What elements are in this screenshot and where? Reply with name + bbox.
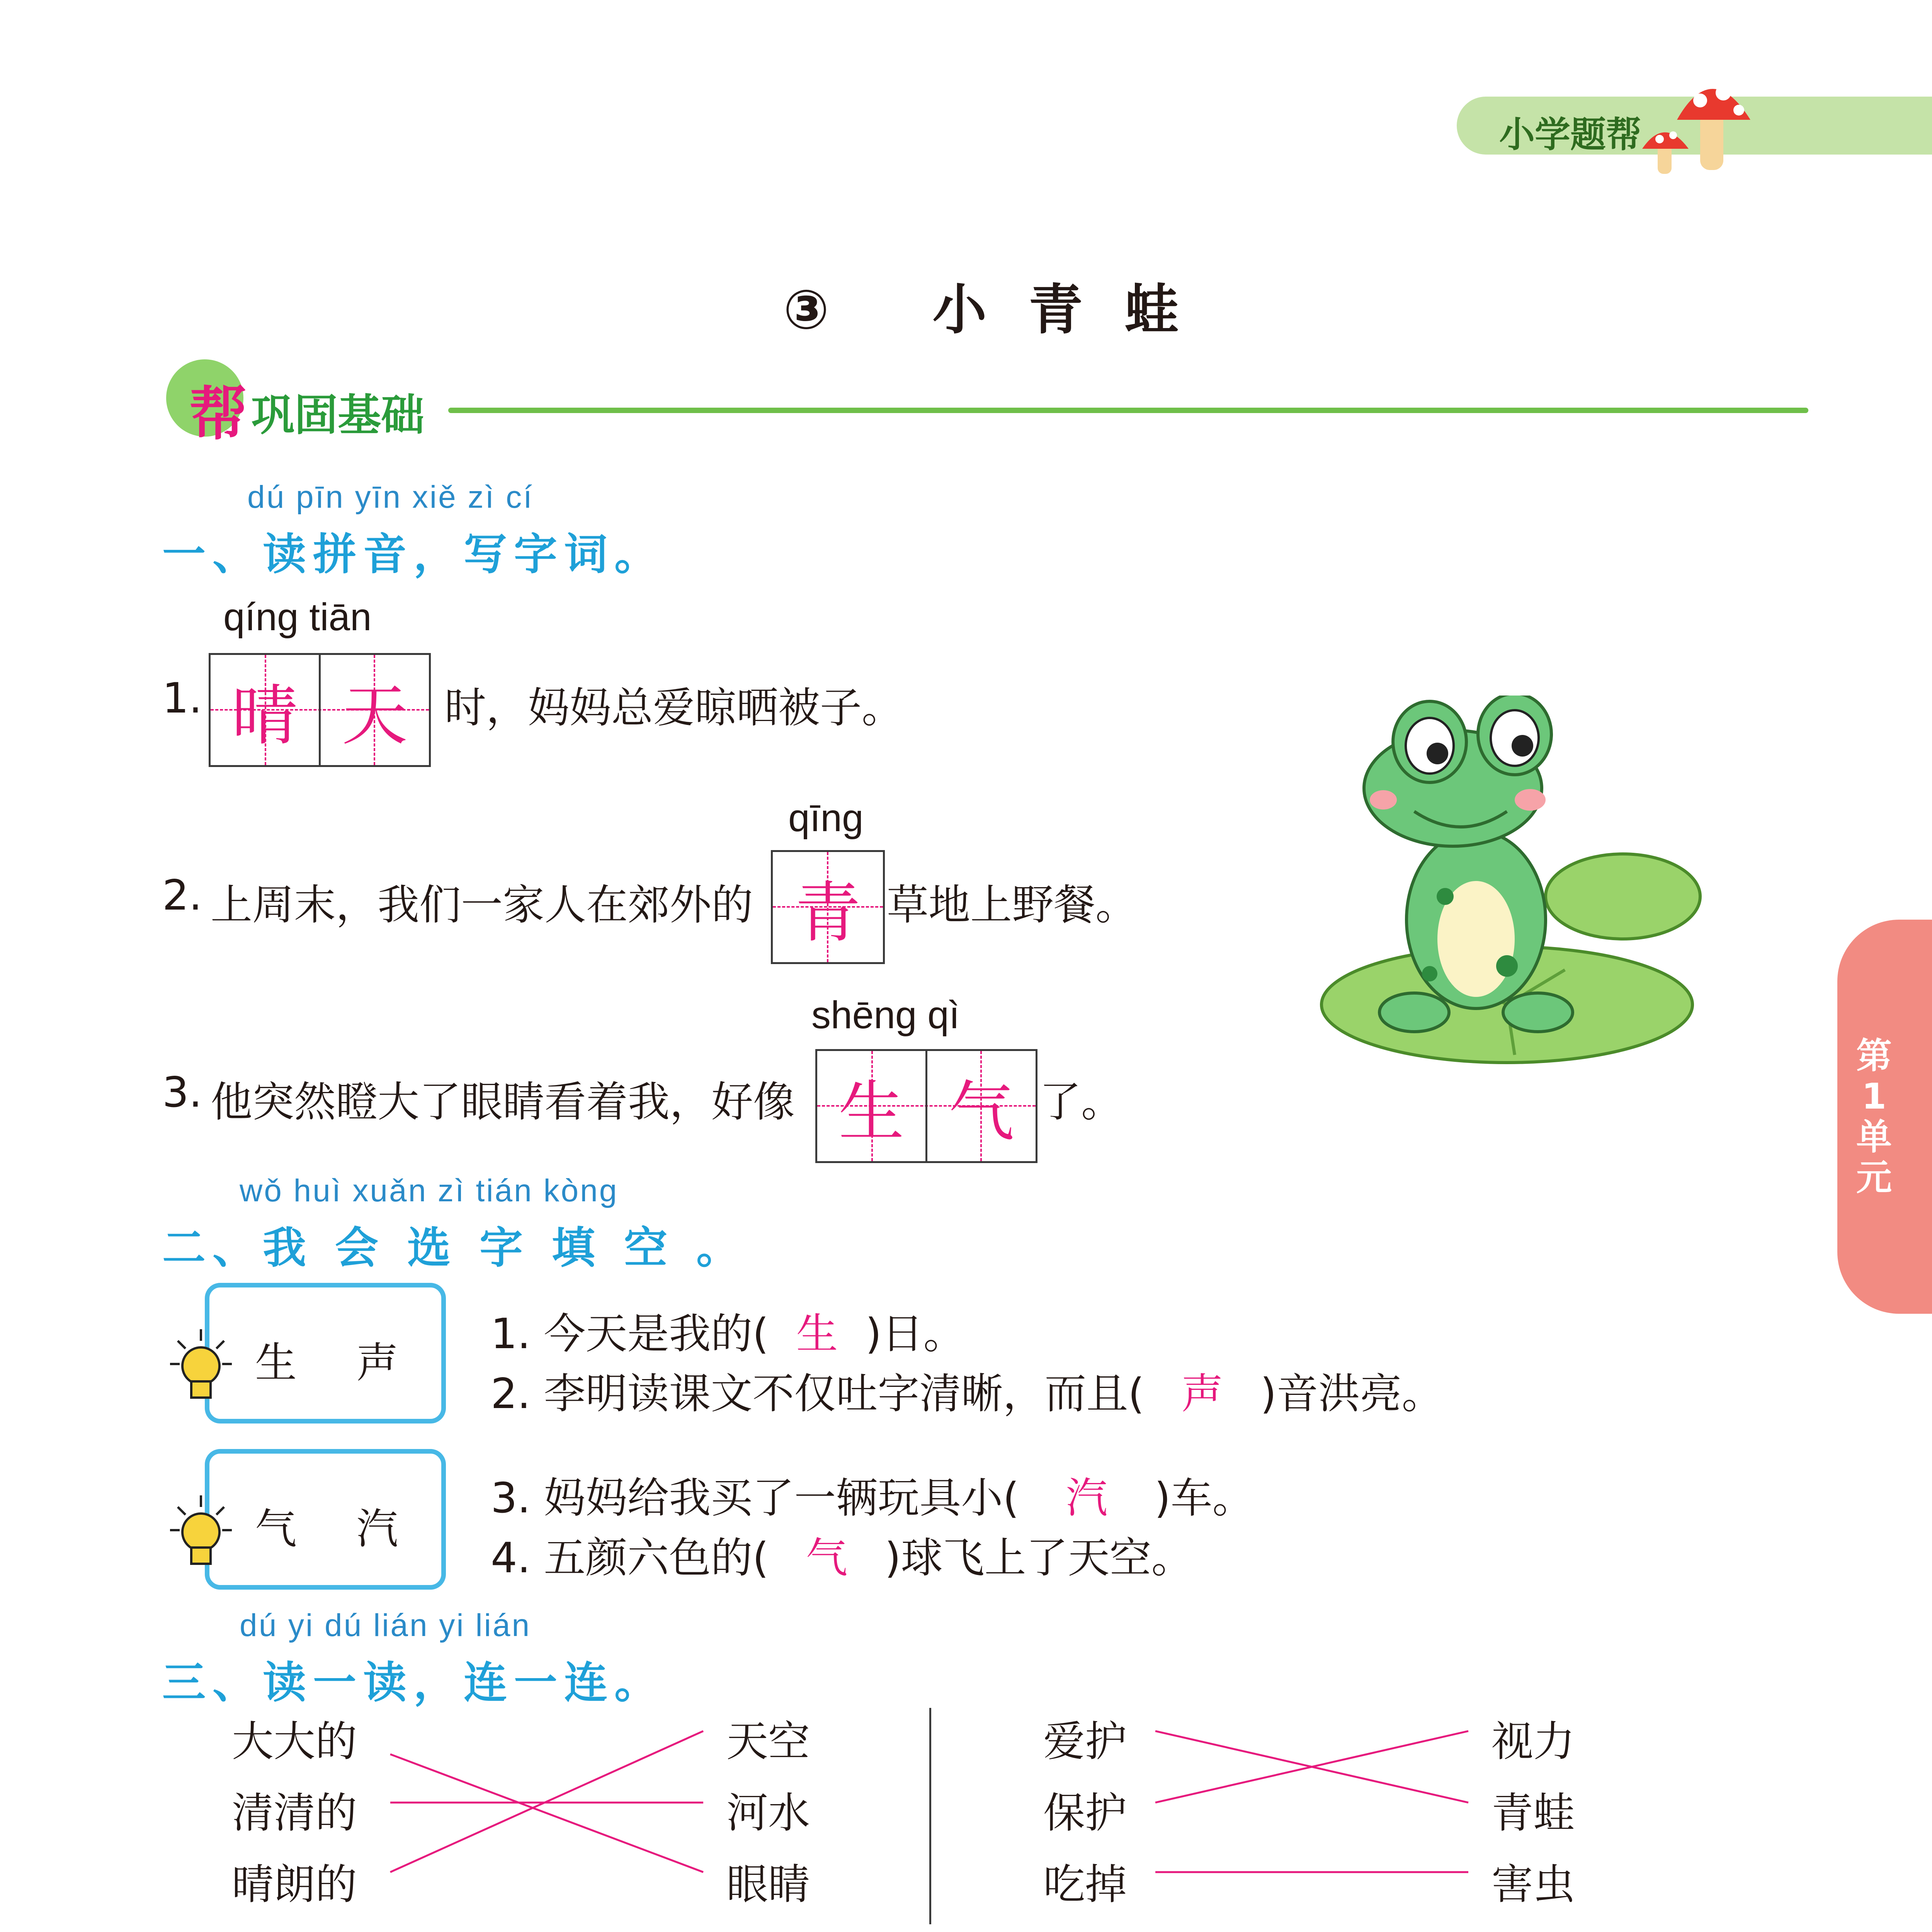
q1-pinyin: dú pīn yīn xiě zì cí [247,480,534,515]
title-number: ③ [783,279,841,342]
q1-item3-num: 3. [162,1068,202,1117]
header-brand: 小学题帮 [1499,114,1642,155]
q1-item1-num: 1. [162,674,202,723]
section-title-1: 巩固基础 [251,390,424,440]
q1-item1-pinyin: qíng tiān [223,595,372,639]
q3-right-b-2: 青蛙 [1492,1789,1575,1837]
q3-left-b-3: 眼睛 [726,1861,810,1909]
q3-left-a-1: 大大的 [232,1718,357,1766]
q1-item2-num: 2. [162,871,202,920]
q3-right-a-1: 爱护 [1043,1718,1127,1766]
q2-line-1: 1. 今天是我的( 生 )日。 [491,1300,965,1360]
q2-answer-4: 气 [806,1534,848,1582]
q3-left-b-2: 河水 [726,1789,810,1837]
unit-side-tab-label: 第1单元 [1856,1035,1892,1198]
q1-item2-pinyin: qīng [788,796,864,840]
q1-item3-before: 他突然瞪大了眼睛看着我，好像 [211,1078,795,1126]
q2-answer-2: 声 [1181,1370,1223,1418]
q2-answer-1: 生 [796,1310,838,1358]
q1-item2-answer-1: 青 [795,875,861,951]
q2-options-2: 气 汽 [255,1505,422,1553]
q2-heading: 二、我 会 选 字 填 空 。 [162,1223,747,1273]
section-badge-1-text: 帮 [189,381,248,448]
q3-right-a-3: 吃掉 [1043,1861,1127,1909]
q1-heading: 一、读拼音，写字词。 [162,529,665,580]
q1-item1-answer-2: 天 [342,678,408,754]
q3-right-b-3: 害虫 [1492,1861,1575,1909]
q3-left-a-3: 晴朗的 [232,1861,357,1909]
q3-right-a-2: 保护 [1043,1789,1127,1837]
q1-item1-text: 时，妈妈总爱晾晒被子。 [444,684,904,732]
q2-line-4: 4. 五颜六色的( 气 )球飞上了天空。 [491,1524,1193,1584]
q3-right-b-1: 视力 [1492,1718,1575,1766]
q3-heading: 三、读一读，连一连。 [162,1658,665,1708]
q3-left-a-2: 清清的 [232,1789,357,1837]
q1-item2-after: 草地上野餐。 [887,881,1138,929]
q1-item3-after: 了。 [1039,1078,1123,1126]
q1-item3-pinyin: shēng qì [811,993,960,1037]
q1-item2-before: 上周末，我们一家人在郊外的 [211,881,753,929]
q1-item3-answer-2: 气 [948,1074,1014,1150]
q3-pinyin: dú yi dú lián yi lián [240,1608,531,1643]
q2-answer-3: 汽 [1066,1474,1108,1522]
q1-item1-answer-1: 晴 [231,678,298,754]
q2-line-2: 2. 李明读课文不仅吐字清晰，而且( 声 )音洪亮。 [491,1360,1444,1420]
q2-pinyin: wǒ huì xuǎn zì tián kòng [240,1173,619,1208]
q3-left-b-1: 天空 [726,1718,810,1766]
q2-line-3: 3. 妈妈给我买了一辆玩具小( 汽 )车。 [491,1464,1254,1524]
title-text: 小 青 蛙 [932,279,1190,342]
match-line [390,1754,703,1872]
q2-options-1: 生 声 [255,1339,422,1387]
q1-item3-answer-1: 生 [838,1074,904,1150]
